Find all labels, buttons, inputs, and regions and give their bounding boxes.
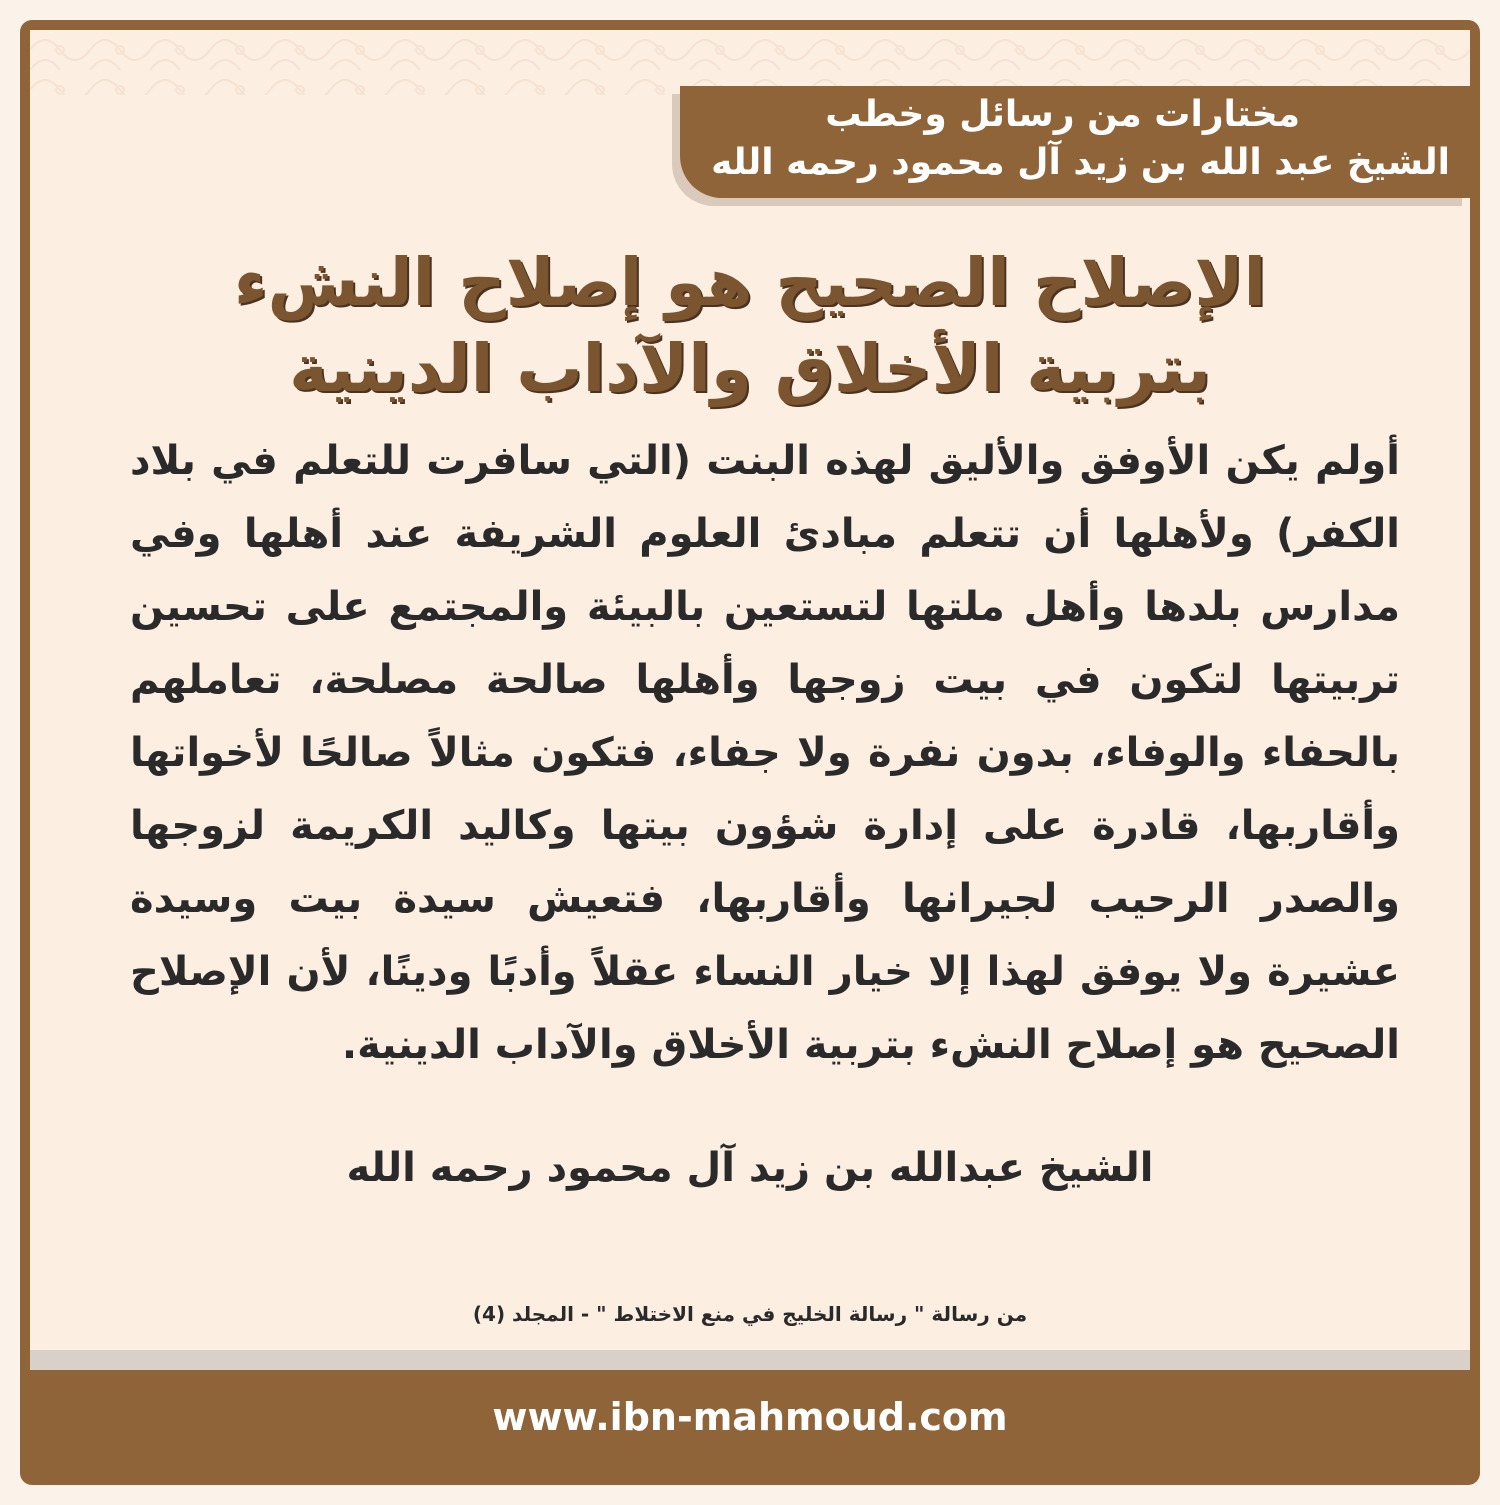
header-band (680, 86, 1470, 198)
content-panel (30, 30, 1470, 1370)
quote-body: أولم يكن الأوفق والأليق لهذه البنت (التي سافرت للتعلم في بلاد الكفر) ولأهلها أن تتعلم مبادئ العلوم الشريفة عند أهلها وفي مدارس بلدها وأهل ملتها لتستعين بالبيئة والمجتمع على تحسين تربيتها لتكون في بيت زوجها وأهلها صالحة مصلحة، تعاملهم بالحفاء والوفاء، بدون نفرة ولا جفاء، فتكون مثالاً صالحًا لأخواتها وأقاربها، قادرة على إدارة شؤون بيتها وكاليد الكريمة لزوجها والصدر الرحيب لجيرانها وأقاربها، فتعيش سيدة بيت وسيدة عشيرة ولا يوفق لهذا إلا خيار النساء عقلاً وأدبًا ودينًا، لأن الإصلاح الصحيح هو إصلاح النشء بتربية الأخلاق والآداب الدينية. (130, 438, 1400, 1068)
card-frame (20, 20, 1480, 1485)
website-link[interactable]: www.ibn-mahmoud.com (492, 1395, 1008, 1439)
header-author-name: الشيخ عبد الله بن زيد آل محمود رحمه الله (711, 142, 1450, 183)
source-citation: من رسالة " رسالة الخليج في منع الاختلاط " - المجلد (4) (472, 1302, 1028, 1326)
page-title: الإصلاح الصحيح هو إصلاح النشء بتربية الأخلاق والآداب الدينية (233, 244, 1267, 407)
panel-shadow-edge (30, 1350, 1470, 1370)
header-series-title: مختارات من رسائل وخطب (825, 94, 1300, 135)
author-signature: الشيخ عبدالله بن زيد آل محمود رحمه الله (346, 1145, 1154, 1191)
